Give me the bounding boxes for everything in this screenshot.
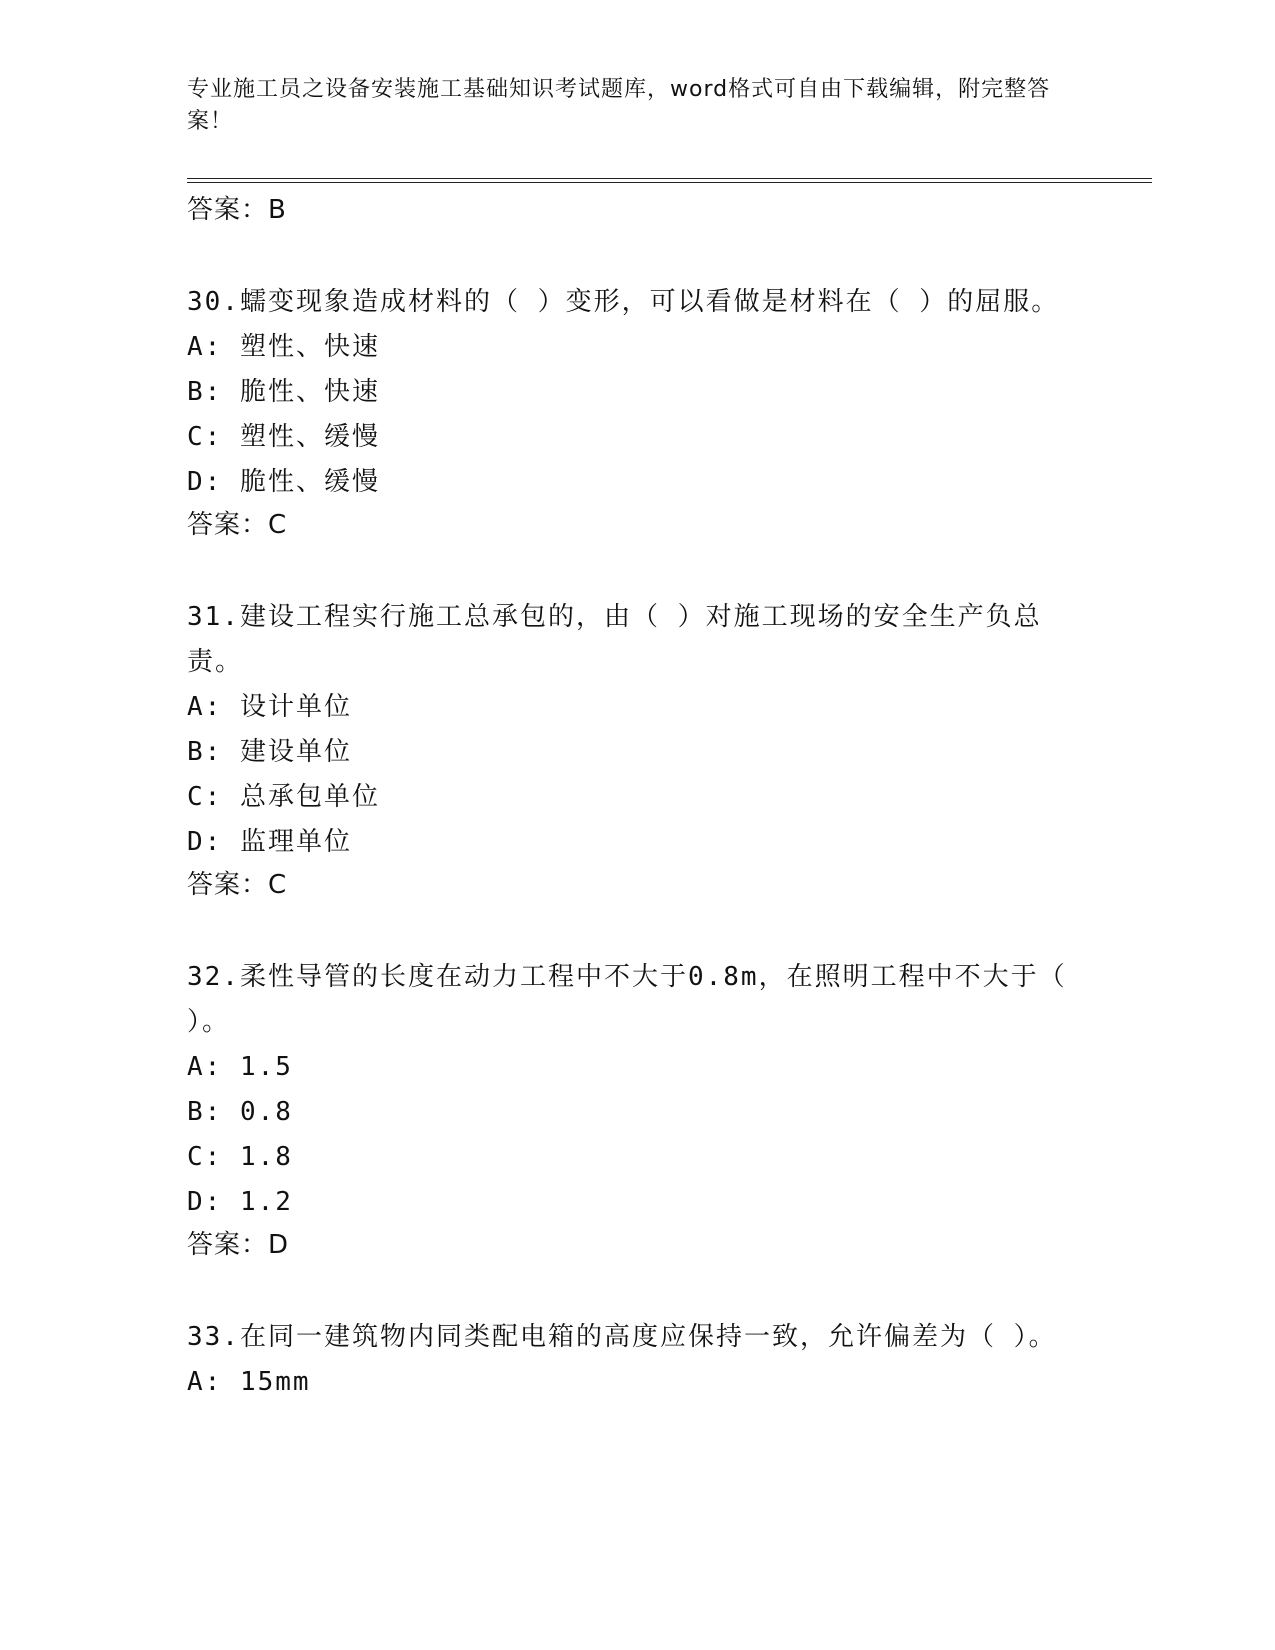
header-rule (187, 178, 1152, 179)
question-block (187, 955, 1087, 1265)
option-c: C: 总承包单位 (187, 782, 380, 812)
answer-line: 答案：D (187, 1230, 290, 1260)
option-d: D: 脆性、缓慢 (187, 467, 380, 497)
question-text: 31.建设工程实行施工总承包的，由（ ）对施工现场的安全生产负总责。 (187, 602, 1042, 677)
question-list (187, 190, 1087, 1405)
option-d: D: 1.2 (187, 1187, 293, 1217)
question-block (187, 1315, 1087, 1405)
option-a: A: 15mm (187, 1367, 311, 1397)
question-text: 32.柔性导管的长度在动力工程中不大于0.8m，在照明工程中不大于（ ）。 (187, 962, 1067, 1037)
question-text: 30.蠕变现象造成材料的（ ）变形，可以看做是材料在（ ）的屈服。 (187, 287, 1060, 317)
option-c: C: 1.8 (187, 1142, 293, 1172)
question-text: 33.在同一建筑物内同类配电箱的高度应保持一致，允许偏差为（ ）。 (187, 1322, 1057, 1352)
answer-line: 答案：B (187, 195, 287, 225)
answer-line: 答案：C (187, 510, 288, 540)
option-a: A: 1.5 (187, 1052, 293, 1082)
page-header: 专业施工员之设备安装施工基础知识考试题库，word格式可自由下载编辑，附完整答案！ (187, 77, 1051, 134)
option-b: B: 建设单位 (187, 737, 352, 767)
question-block (187, 280, 1087, 545)
option-a: A: 塑性、快速 (187, 332, 380, 362)
option-c: C: 塑性、缓慢 (187, 422, 380, 452)
header-rule-second (187, 182, 1152, 183)
answer-line: 答案：C (187, 870, 288, 900)
option-a: A: 设计单位 (187, 692, 352, 722)
option-b: B: 0.8 (187, 1097, 293, 1127)
option-d: D: 监理单位 (187, 827, 352, 857)
option-b: B: 脆性、快速 (187, 377, 380, 407)
question-block (187, 595, 1087, 905)
